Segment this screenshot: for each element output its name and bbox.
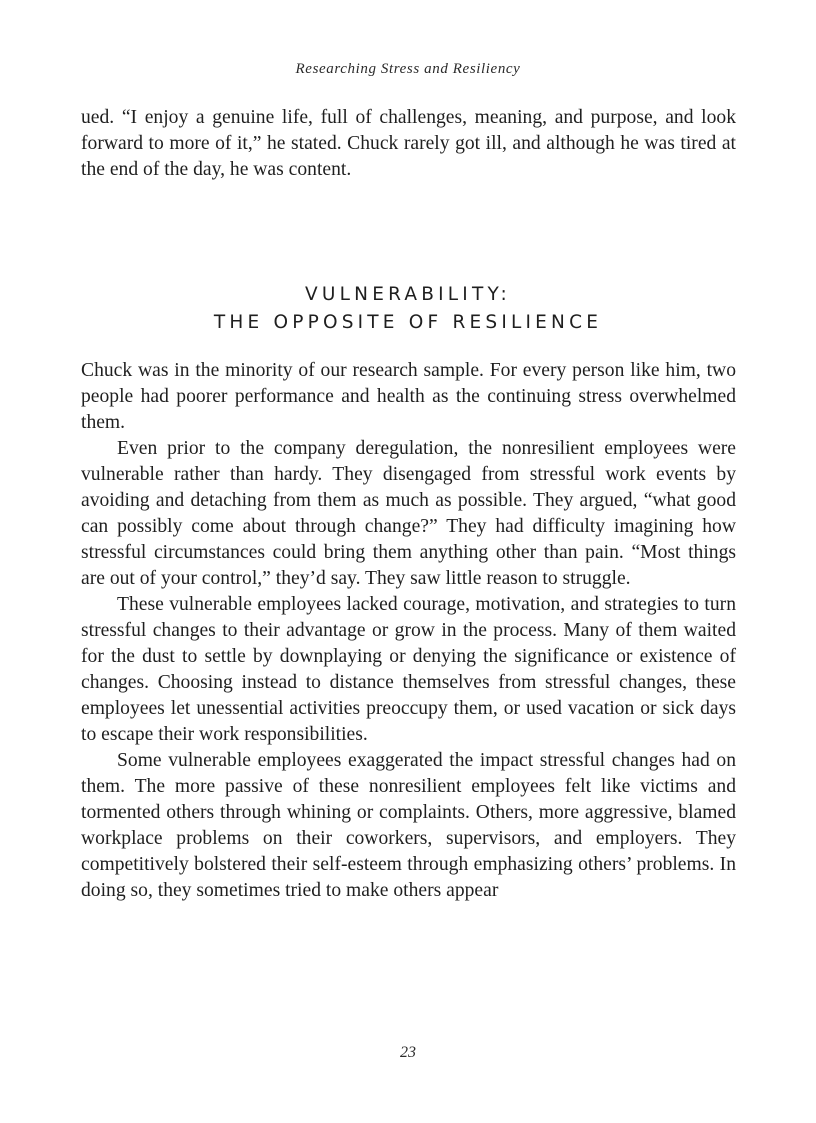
paragraph: Even prior to the company deregulation, the nonresilient employees were vulnerable rather than hardy. They disengaged from stressful work events by avoiding and detaching from them as much as possible. They argued, “what good can possibly come about through change?” They had difficulty imagining how stressful circumstances could bring them anything other than pain. “Most things are out of your control,” they’d say. They saw little reason to struggle. (81, 438, 736, 589)
body-text (81, 358, 736, 904)
page-number: 23 (400, 1044, 416, 1061)
section-heading-line-1: VULNERABILITY: (305, 284, 511, 305)
section-heading-line-2: THE OPPOSITE OF RESILIENCE (213, 312, 603, 333)
paragraph: These vulnerable employees lacked courage, motivation, and strategies to turn stressful changes to their advantage or grow in the process. Many of them waited for the dust to settle by downplaying or denying the significance or existence of changes. Choosing instead to distance themselves from stressful changes, these employees let unessential activities preoccupy them, or used vacation or sick days to escape their work responsibilities. (81, 594, 736, 745)
intro-paragraph: ued. “I enjoy a genuine life, full of challenges, meaning, and purpose, and look forward to more of it,” he stated. Chuck rarely got ill, and although he was tired at the end of the day, he was content. (81, 107, 736, 180)
section-heading (0, 281, 816, 337)
running-head: Researching Stress and Resiliency (295, 61, 521, 77)
paragraph: Some vulnerable employees exaggerated the impact stressful changes had on them. The more passive of these nonresilient employees felt like victims and tormented others through whining or complaints. Others, more aggressive, blamed workplace problems on their coworkers, supervisors, and employers. They competitively bolstered their self-esteem through emphasizing others’ problems. In doing so, they sometimes tried to make others appear (81, 750, 736, 901)
intro-text (81, 105, 736, 183)
paragraph: Chuck was in the minority of our research sample. For every person like him, two people had poorer performance and health as the continuing stress overwhelmed them. (81, 360, 736, 433)
